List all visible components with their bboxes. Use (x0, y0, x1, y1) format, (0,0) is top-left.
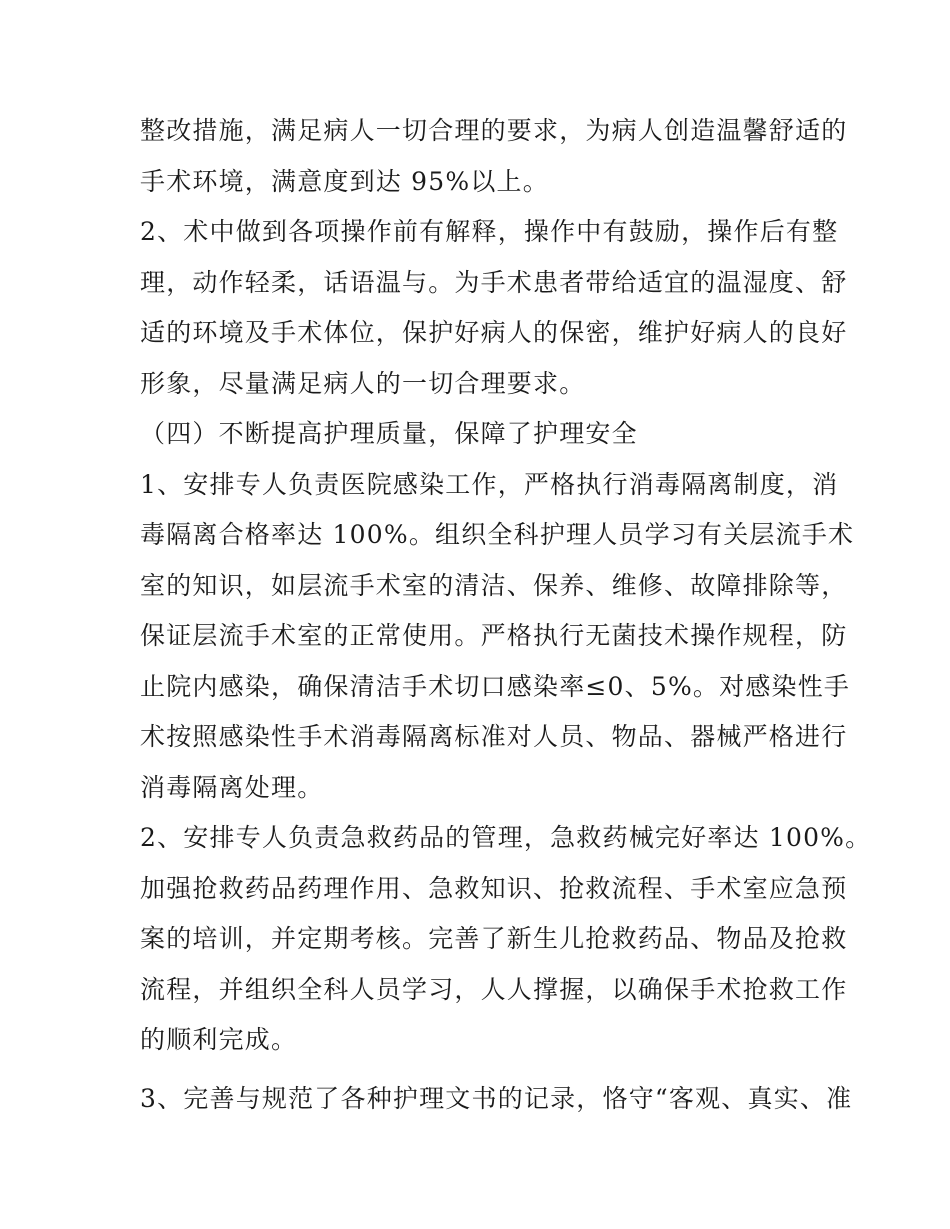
text-line: 理，动作轻柔，话语温与。为手术患者带给适宜的温湿度、舒 (140, 267, 848, 297)
text-line: 加强抢救药品药理作用、急救知识、抢救流程、手术室应急预 (140, 873, 848, 903)
section-heading: （四）不断提高护理质量，保障了护理安全 (140, 419, 638, 448)
text-line: 毒隔离合格率达 100%。组织全科护理人员学习有关层流手术 (140, 520, 855, 549)
text-line: 保证层流手术室的正常使用。严格执行无菌技术操作规程，防 (140, 621, 848, 650)
text-line: 消毒隔离处理。 (140, 772, 324, 802)
text-line: 3、完善与规范了各种护理文书的记录，恪守“客观、真实、准 (140, 1083, 853, 1113)
text-line: 适的环境及手术体位，保护好病人的保密，维护好病人的良好 (140, 318, 848, 347)
text-line: 流程，并组织全科人员学习，人人撑握，以确保手术抢救工作 (140, 974, 848, 1004)
text-line: 整改措施，满足病人一切合理的要求，为病人创造温馨舒适的 (140, 116, 848, 145)
text-line: 术按照感染性手术消毒隔离标准对人员、物品、器械严格进行 (140, 722, 848, 751)
text-line: 手术环境，满意度到达 95%以上。 (140, 166, 549, 196)
text-line: 室的知识，如层流手术室的清洁、保养、维修、故障排除等， (140, 570, 848, 600)
text-line: 止院内感染，确保清洁手术切口感染率≤0、5%。对感染性手 (140, 671, 851, 701)
text-line: 2、术中做到各项操作前有解释，操作中有鼓励，操作后有整 (140, 217, 839, 246)
text-line: 1、安排专人负责医院感染工作，严格执行消毒隔离制度，消 (140, 469, 839, 499)
text-line: 的顺利完成。 (140, 1025, 298, 1054)
text-line: 2、安排专人负责急救药品的管理，急救药械完好率达 100%。 (140, 823, 872, 852)
text-line: 形象，尽量满足病人的一切合理要求。 (140, 368, 586, 398)
text-line: 案的培训，并定期考核。完善了新生儿抢救药品、物品及抢救 (140, 924, 848, 953)
document-body (140, 106, 872, 1124)
